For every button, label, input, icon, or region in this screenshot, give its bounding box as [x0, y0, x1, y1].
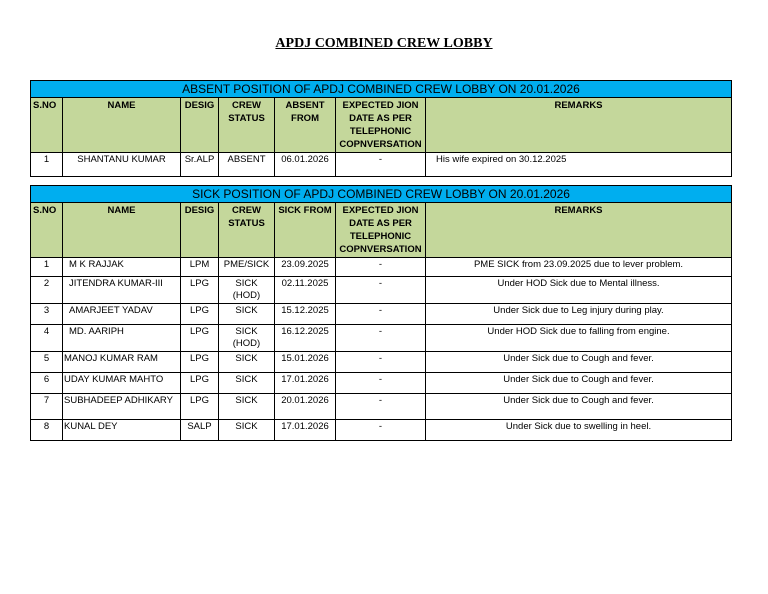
cell-desig: LPG: [181, 352, 219, 373]
table-row: [31, 373, 732, 394]
cell-sno: 2: [31, 277, 63, 304]
cell-desig: LPG: [181, 373, 219, 394]
cell-desig: LPG: [181, 394, 219, 420]
cell-expected: -: [336, 277, 426, 304]
sick-header-desig: DESIG: [181, 203, 219, 258]
cell-from: 15.01.2026: [275, 352, 336, 373]
absent-header-crew-status: CREW STATUS: [219, 98, 275, 153]
cell-expected: -: [336, 394, 426, 420]
absent-header-remarks: REMARKS: [426, 98, 732, 153]
cell-desig: SALP: [181, 420, 219, 441]
cell-remarks: His wife expired on 30.12.2025: [426, 153, 732, 177]
table-row: [31, 325, 732, 352]
cell-remarks: Under Sick due to swelling in heel.: [426, 420, 732, 441]
cell-status: SICK: [219, 352, 275, 373]
absent-header-absent-from: ABSENT FROM: [275, 98, 336, 153]
cell-status: SICK (HOD): [219, 325, 275, 352]
cell-status: SICK: [219, 394, 275, 420]
cell-name: SHANTANU KUMAR: [63, 153, 181, 177]
cell-sno: 8: [31, 420, 63, 441]
cell-remarks: Under Sick due to Cough and fever.: [426, 394, 732, 420]
table-row: [31, 304, 732, 325]
sick-header-name: NAME: [63, 203, 181, 258]
cell-name: KUNAL DEY: [63, 420, 181, 441]
cell-desig: LPG: [181, 304, 219, 325]
cell-remarks: Under HOD Sick due to falling from engine.: [426, 325, 732, 352]
absent-header-sno: S.NO: [31, 98, 63, 153]
cell-expected: -: [336, 153, 426, 177]
cell-status: SICK: [219, 420, 275, 441]
cell-from: 15.12.2025: [275, 304, 336, 325]
cell-desig: LPG: [181, 325, 219, 352]
cell-from: 06.01.2026: [275, 153, 336, 177]
absent-header-name: NAME: [63, 98, 181, 153]
cell-remarks: Under Sick due to Cough and fever.: [426, 352, 732, 373]
cell-expected: -: [336, 304, 426, 325]
cell-remarks: Under Sick due to Cough and fever.: [426, 373, 732, 394]
cell-desig: LPM: [181, 258, 219, 277]
cell-from: 17.01.2026: [275, 373, 336, 394]
table-row: [31, 153, 732, 177]
cell-expected: -: [336, 373, 426, 394]
cell-expected: -: [336, 420, 426, 441]
absent-header-expected-join: EXPECTED JION DATE AS PER TELEPHONIC COPNVERSATION: [336, 98, 426, 153]
sick-header-crew-status: CREW STATUS: [219, 203, 275, 258]
cell-expected: -: [336, 352, 426, 373]
table-row: [31, 352, 732, 373]
cell-sno: 1: [31, 258, 63, 277]
table-row: [31, 258, 732, 277]
cell-desig: Sr.ALP: [181, 153, 219, 177]
cell-name: M K RAJJAK: [63, 258, 181, 277]
cell-from: 16.12.2025: [275, 325, 336, 352]
table-row: [31, 420, 732, 441]
absent-table: [30, 80, 732, 177]
cell-status: ABSENT: [219, 153, 275, 177]
cell-sno: 1: [31, 153, 63, 177]
cell-name: UDAY KUMAR MAHTO: [63, 373, 181, 394]
absent-caption: ABSENT POSITION OF APDJ COMBINED CREW LOBBY ON 20.01.2026: [31, 81, 732, 98]
absent-header-desig: DESIG: [181, 98, 219, 153]
cell-name: MD. AARIPH: [63, 325, 181, 352]
cell-status: SICK: [219, 304, 275, 325]
cell-from: 17.01.2026: [275, 420, 336, 441]
cell-expected: -: [336, 258, 426, 277]
sick-header-remarks: REMARKS: [426, 203, 732, 258]
sick-caption: SICK POSITION OF APDJ COMBINED CREW LOBBY ON 20.01.2026: [31, 186, 732, 203]
cell-name: JITENDRA KUMAR-III: [63, 277, 181, 304]
table-row: [31, 394, 732, 420]
cell-status: SICK: [219, 373, 275, 394]
cell-status: SICK (HOD): [219, 277, 275, 304]
page-title: APDJ COMBINED CREW LOBBY: [275, 36, 493, 51]
cell-expected: -: [336, 325, 426, 352]
sick-header-sick-from: SICK FROM: [275, 203, 336, 258]
cell-sno: 4: [31, 325, 63, 352]
cell-name: MANOJ KUMAR RAM: [63, 352, 181, 373]
cell-sno: 3: [31, 304, 63, 325]
cell-desig: LPG: [181, 277, 219, 304]
table-row: [31, 277, 732, 304]
sick-table: [30, 185, 732, 441]
cell-name: AMARJEET YADAV: [63, 304, 181, 325]
cell-from: 20.01.2026: [275, 394, 336, 420]
cell-sno: 5: [31, 352, 63, 373]
sick-header-sno: S.NO: [31, 203, 63, 258]
cell-remarks: PME SICK from 23.09.2025 due to lever problem.: [426, 258, 732, 277]
cell-remarks: Under Sick due to Leg injury during play.: [426, 304, 732, 325]
cell-status: PME/SICK: [219, 258, 275, 277]
cell-from: 23.09.2025: [275, 258, 336, 277]
sick-header-expected-join: EXPECTED JION DATE AS PER TELEPHONIC COPNVERSATION: [336, 203, 426, 258]
cell-from: 02.11.2025: [275, 277, 336, 304]
cell-sno: 7: [31, 394, 63, 420]
cell-remarks: Under HOD Sick due to Mental illness.: [426, 277, 732, 304]
cell-name: SUBHADEEP ADHIKARY: [63, 394, 181, 420]
cell-sno: 6: [31, 373, 63, 394]
